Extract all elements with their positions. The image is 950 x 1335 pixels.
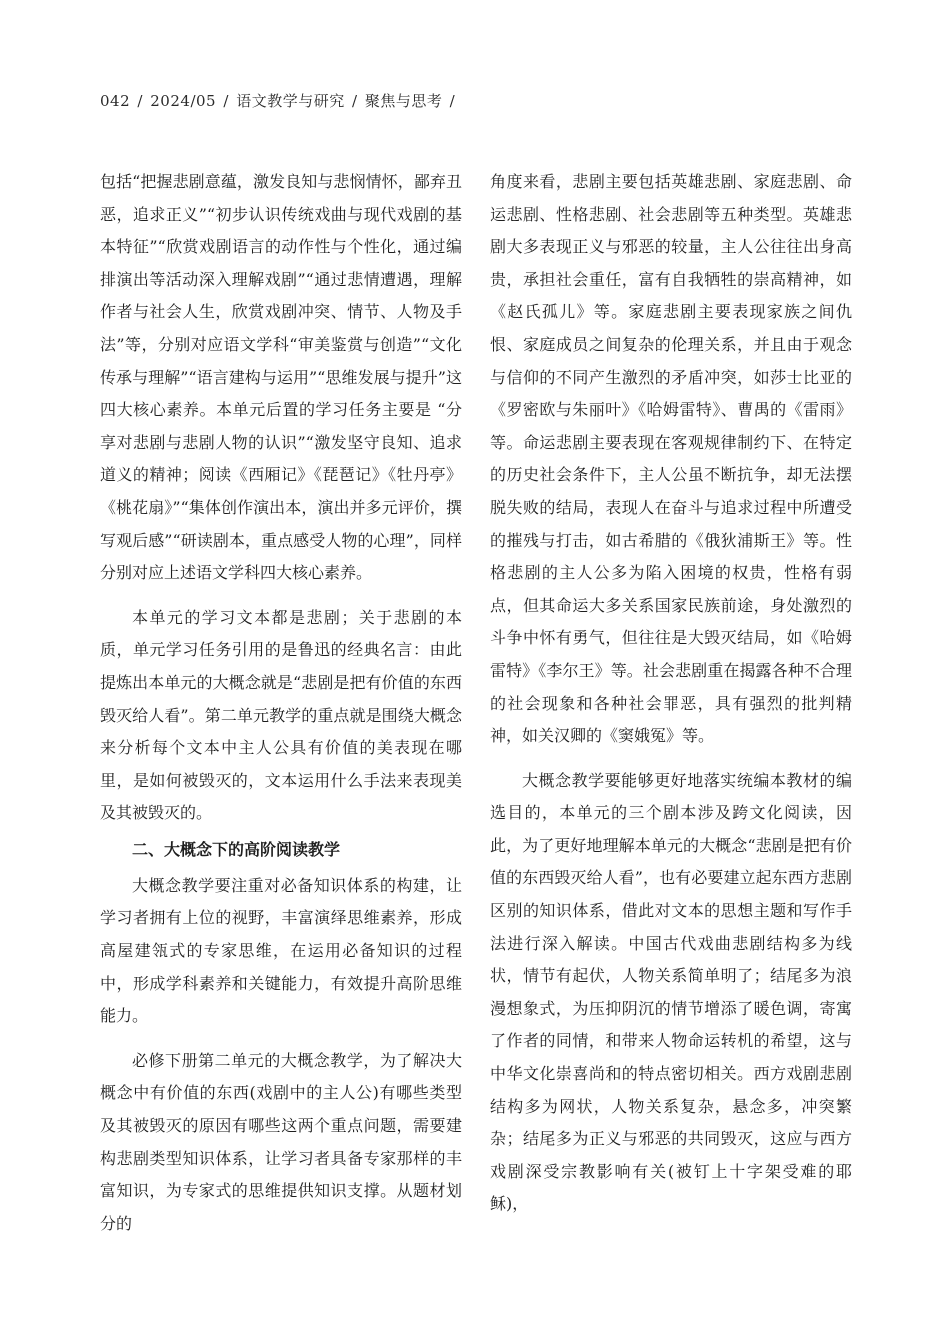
left-column <box>100 166 462 1240</box>
journal-name: 语文教学与研究 <box>236 92 345 110</box>
section-heading: 二、大概念下的高阶阅读教学 <box>132 839 341 859</box>
paragraph-unit-two: 必修下册第二单元的大概念教学，为了解决大概念中有价值的东西(戏剧中的主人公)有哪些类型及其被毁灭的原因有哪些这两个重点问题，需要建构悲剧类型知识体系，让学习者具备专家那样的丰富知识，为专家式的思维提供知识支撑。从题材划分的 <box>100 1050 462 1233</box>
paragraph-east-west: 大概念教学要能够更好地落实统编本教材的编选目的，本单元的三个剧本涉及跨文化阅读，因此，为了更好地理解本单元的大概念“悲剧是把有价值的东西毁灭给人看”，也有必要建立起东西方悲剧区别的知识体系，借此对文本的思想主题和写作手法进行深入解读。中国古代戏曲悲剧结构多为线状，情节有起伏，人物关系简单明了；结尾多为浪漫想象式，为压抑阴沉的情节增添了暖色调，寄寓了作者的同情，和带来人物命运转机的希望，这与中华文化崇喜尚和的特点密切相关。西方戏剧悲剧结构多为网状，人物关系复杂，悬念多，冲突繁杂；结尾多为正义与邪恶的共同毁灭，这应与西方戏剧深受宗教影响有关(被钉上十字架受难的耶稣)， <box>490 770 852 1214</box>
paragraph-continued: 包括“把握悲剧意蕴，激发良知与悲悯情怀，鄙弃丑恶，追求正义”“初步认识传统戏曲与现代戏剧的基本特征”“欣赏戏剧语言的动作性与个性化，通过编排演出等活动深入理解戏剧”“通过悲情遭遇，理解作者与社会人生，欣赏戏剧冲突、情节、人物及手法”等，分别对应语文学科“审美鉴赏与创造”“文化传承与理解”“语言建构与运用”“思维发展与提升”这四大核心素养。本单元后置的学习任务主要是 “分享对悲剧与悲剧人物的认识”“激发坚守良知、追求道义的精神；阅读《西厢记》《琵琶记》《牡丹亭》《桃花扇》”“集体创作演出本，演出并多元评价，撰写观后感”“研读剧本，重点感受人物的心理”，同样分别对应上述语文学科四大核心素养。 <box>100 172 462 583</box>
issue-date: 2024/05 <box>150 92 217 110</box>
section-name: 聚焦与思考 <box>364 92 443 110</box>
running-header <box>100 91 860 111</box>
paragraph-big-concept: 大概念教学要注重对必备知识体系的构建，让学习者拥有上位的视野，丰富演绎思维素养，形成高屋建瓴式的专家思维，在运用必备知识的过程中，形成学科素养和关键能力，有效提升高阶思维能力。 <box>100 875 462 1026</box>
header-separator: / <box>137 92 143 110</box>
header-separator: / <box>352 92 358 110</box>
page-number: 042 <box>100 92 131 110</box>
paragraph-unit-texts: 本单元的学习文本都是悲剧；关于悲剧的本质，单元学习任务引用的是鲁迅的经典名言：由此提炼出本单元的大概念就是“悲剧是把有价值的东西毁灭给人看”。第二单元教学的重点就是围绕大概念来分析每个文本中主人公具有价值的美表现在哪里，是如何被毁灭的，文本运用什么手法来表现美及其被毁灭的。 <box>100 607 462 823</box>
header-separator: / <box>223 92 229 110</box>
header-separator: / <box>449 92 456 110</box>
right-column <box>490 166 852 1221</box>
paragraph-tragedy-types: 角度来看，悲剧主要包括英雄悲剧、家庭悲剧、命运悲剧、性格悲剧、社会悲剧等五种类型。英雄悲剧大多表现正义与邪恶的较量，主人公往往出身高贵，承担社会重任，富有自我牺牲的崇高精神，如《赵氏孤儿》等。家庭悲剧主要表现家族之间仇恨、家庭成员之间复杂的伦理关系，并且由于观念与信仰的不同产生激烈的矛盾冲突，如莎士比亚的《罗密欧与朱丽叶》《哈姆雷特》、曹禺的《雷雨》等。命运悲剧主要表现在客观规律制约下、在特定的历史社会条件下，主人公虽不断抗争，却无法摆脱失败的结局，表现人在奋斗与追求过程中所遭受的摧残与打击，如古希腊的《俄狄浦斯王》等。性格悲剧的主人公多为陷入困境的权贵，性格有弱点，但其命运大多关系国家民族前途，身处激烈的斗争中怀有勇气，但往往是大毁灭结局，如《哈姆雷特》《李尔王》等。社会悲剧重在揭露各种不合理的社会现象和各种社会罪恶，具有强烈的批判精神，如关汉卿的《窦娥冤》等。 <box>490 172 852 746</box>
